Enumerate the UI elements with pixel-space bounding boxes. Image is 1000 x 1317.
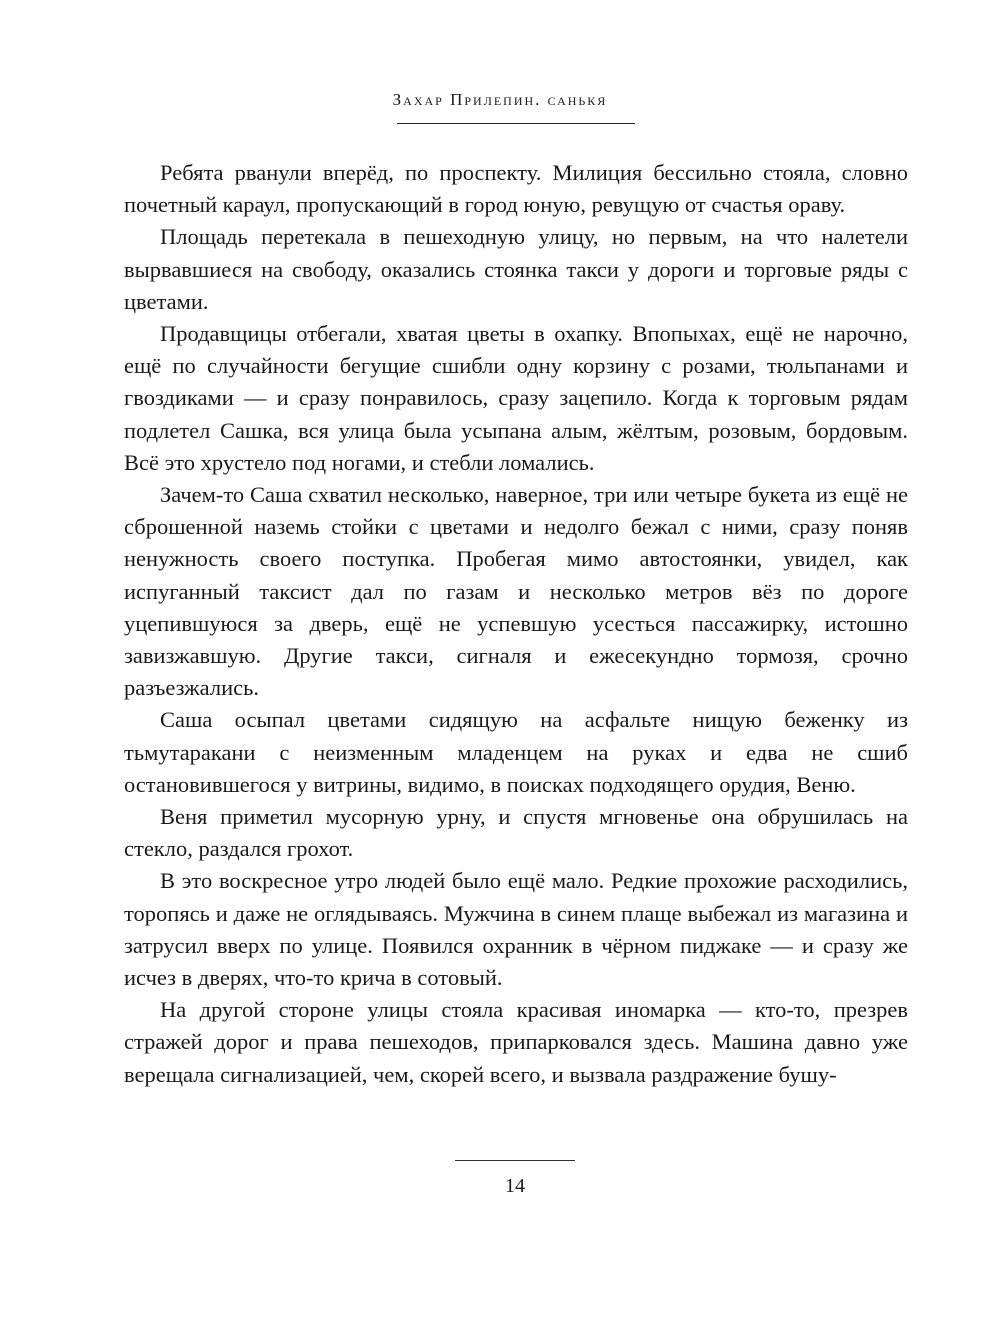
running-head: Захар Прилепин. санькя <box>392 90 608 109</box>
page-number: 14 <box>505 1175 525 1197</box>
header-rule <box>397 123 635 124</box>
paragraph: Площадь перетекала в пешеходную улицу, но первым, на что налетели вырвавшиеся на свободу, оказались стоянка такси у дороги и торговые ряды с цветами. <box>124 224 908 314</box>
paragraph: Зачем-то Саша схватил несколько, наверное, три или четыре букета из ещё не сброшенной наземь стойки с цветами и недолго бежал с ними, сразу поняв ненужность своего поступка. Пробегая мимо автостоянки, увидел, как испуганный таксист дал по газам и несколько метров вёз по дороге уцепившуюся за дверь, ещё не успевшую усесться пассажирку, истошно завизжавшую. Другие такси, сигналя и ежесекундно тормозя, срочно разъезжались. <box>124 482 908 701</box>
paragraph: На другой стороне улицы стояла красивая иномарка — кто-то, презрев стражей дорог и права пешеходов, припарковался здесь. Машина давно уже верещала сигнализацией, чем, скорей всего, и вызвала раздражение бушу- <box>124 997 908 1087</box>
paragraph: В это воскресное утро людей было ещё мало. Редкие прохожие расходились, торопясь и даже не оглядываясь. Мужчина в синем плаще выбежал из магазина и затрусил вверх по улице. Появился охранник в чёрном пиджаке — и сразу же исчез в дверях, что-то крича в сотовый. <box>124 868 908 991</box>
paragraph: Продавщицы отбегали, хватая цветы в охапку. Впопыхах, ещё не нарочно, ещё по случайности бегущие сшибли одну корзину с розами, тюльпанами и гвоздиками — и сразу понравилось, сразу зацепило. Когда к торговым рядам подлетел Сашка, вся улица была усыпана алым, жёлтым, розовым, бордовым. Всё это хрустело под ногами, и стебли ломались. <box>124 321 908 475</box>
footer-rule <box>455 1160 575 1161</box>
paragraph: Веня приметил мусорную урну, и спустя мгновенье она обрушилась на стекло, раздался грохот. <box>124 804 908 862</box>
paragraph: Ребята рванули вперёд, по проспекту. Милиция бессильно стояла, словно почетный караул, пропускающий в город юную, ревущую от счастья ораву. <box>124 160 908 218</box>
paragraph: Саша осыпал цветами сидящую на асфальте нищую беженку из тьмутаракани с неизменным младенцем на руках и едва не сшиб остановившегося у витрины, видимо, в поисках подходящего орудия, Веню. <box>124 707 908 797</box>
body-text <box>124 157 908 1091</box>
